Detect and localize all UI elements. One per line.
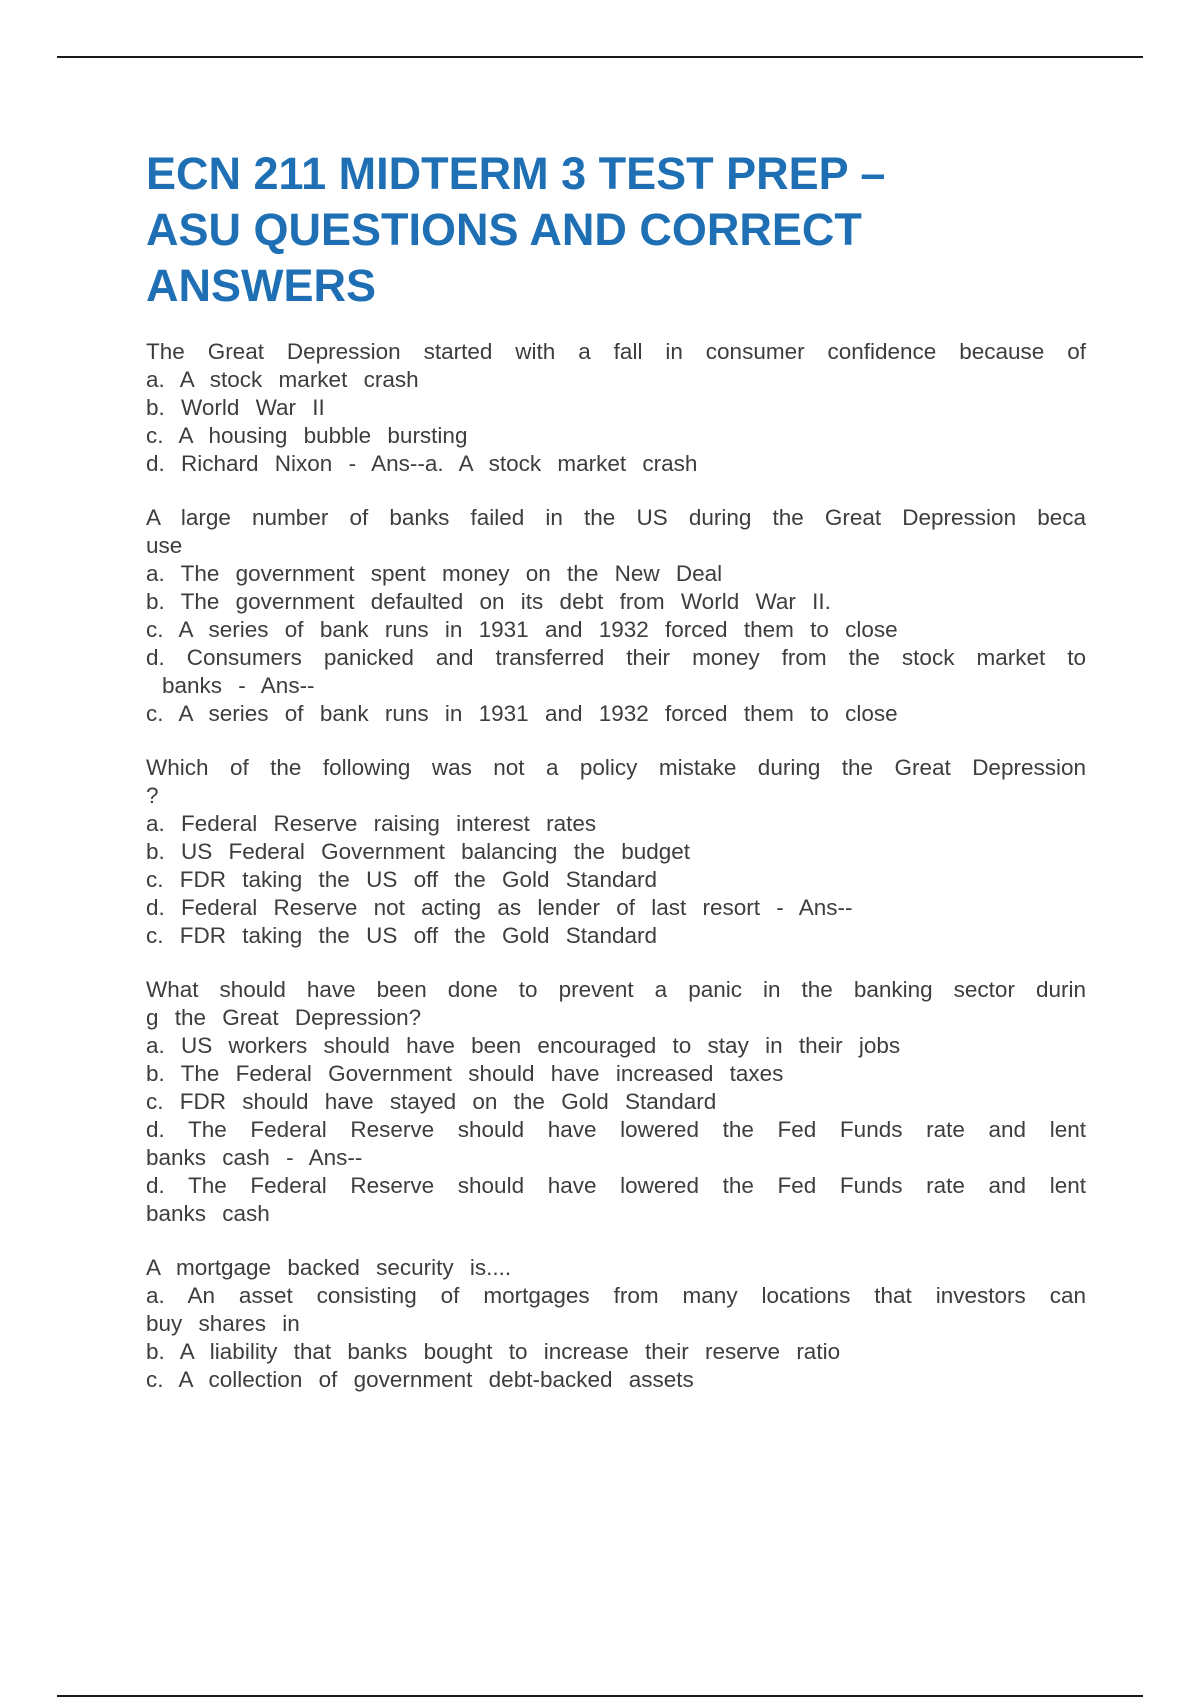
answer-option: c. A housing bubble bursting [146, 423, 468, 448]
answer-option: c. A series of bank runs in 1931 and 1932 forced them to close [146, 617, 898, 642]
title-line: ECN 211 MIDTERM 3 TEST PREP – [146, 148, 886, 199]
document-body [146, 146, 1086, 1420]
answer-option: a. The government spent money on the New Deal [146, 561, 723, 586]
question-text: ? [146, 783, 159, 808]
question-text: Which of the following was not a policy mistake during the Great Depression [146, 755, 1086, 780]
question-text: A large number of banks failed in the US during the Great Depression beca [146, 505, 1086, 530]
question-text: What should have been done to prevent a panic in the banking sector durin [146, 977, 1086, 1002]
question-block [146, 976, 1086, 1228]
answer-option: a. A stock market crash [146, 367, 419, 392]
question-block [146, 504, 1086, 728]
question-text: The Great Depression started with a fall in consumer confidence because of [146, 339, 1086, 364]
question-block [146, 1254, 1086, 1394]
title-line: ASU QUESTIONS AND CORRECT [146, 204, 862, 255]
question-block [146, 754, 1086, 950]
answer-option: b. A liability that banks bought to increase their reserve ratio [146, 1339, 841, 1364]
title-line: ANSWERS [146, 260, 377, 311]
answer-option: d. Richard Nixon - Ans--a. A stock market crash [146, 451, 698, 476]
answer-option: b. The Federal Government should have increased taxes [146, 1061, 784, 1086]
answer-option: d. Federal Reserve not acting as lender of last resort - Ans-- [146, 895, 853, 920]
top-rule [57, 56, 1143, 58]
answer-option: a. US workers should have been encouraged to stay in their jobs [146, 1033, 901, 1058]
bottom-rule [57, 1695, 1143, 1697]
answer-option: a. Federal Reserve raising interest rates [146, 811, 597, 836]
answer-option: d. The Federal Reserve should have lowered the Fed Funds rate and lent [146, 1117, 1086, 1142]
answer-option: c. FDR should have stayed on the Gold Standard [146, 1089, 717, 1114]
answer-option: banks cash - Ans-- [146, 1145, 363, 1170]
document-title [146, 146, 1086, 314]
correct-answer: banks cash [146, 1201, 270, 1226]
correct-answer: d. The Federal Reserve should have lowered the Fed Funds rate and lent [146, 1173, 1086, 1198]
question-block [146, 338, 1086, 478]
correct-answer: c. A series of bank runs in 1931 and 1932 forced them to close [146, 701, 898, 726]
answer-option: c. A collection of government debt-backed assets [146, 1367, 694, 1392]
answer-option: banks - Ans-- [162, 673, 315, 698]
question-text: A mortgage backed security is.... [146, 1255, 512, 1280]
answer-option: c. FDR taking the US off the Gold Standard [146, 867, 658, 892]
answer-option: d. Consumers panicked and transferred their money from the stock market to [146, 645, 1086, 670]
question-text: use [146, 533, 183, 558]
answer-option: a. An asset consisting of mortgages from many locations that investors can [146, 1283, 1086, 1308]
answer-option: buy shares in [146, 1311, 300, 1336]
answer-option: b. US Federal Government balancing the budget [146, 839, 691, 864]
correct-answer: c. FDR taking the US off the Gold Standard [146, 923, 658, 948]
answer-option: b. The government defaulted on its debt from World War II. [146, 589, 831, 614]
answer-option: b. World War II [146, 395, 325, 420]
question-text: g the Great Depression? [146, 1005, 422, 1030]
